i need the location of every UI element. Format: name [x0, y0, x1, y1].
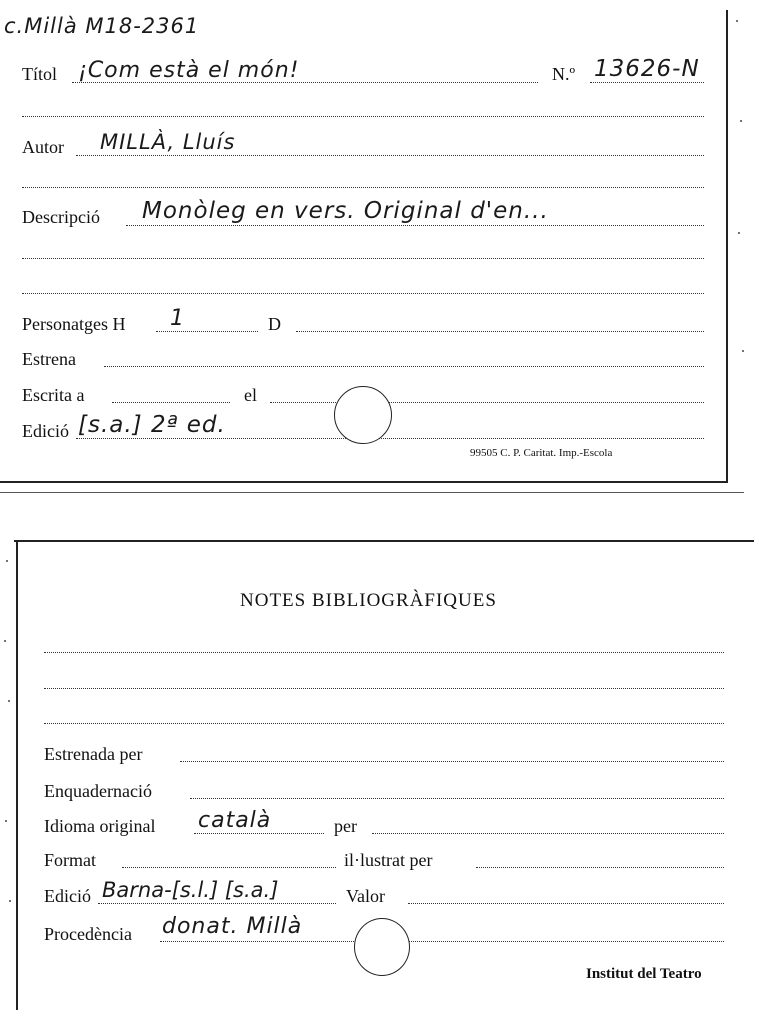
el-dotted-line	[270, 402, 704, 403]
idioma-value: català	[198, 808, 272, 833]
personatges-h-dotted-line	[156, 331, 258, 332]
numero-label: N.º	[552, 64, 576, 84]
notes-line-3	[44, 723, 724, 724]
autor-value: MILLÀ, Lluís	[100, 130, 236, 154]
top-card-bottom-border	[0, 481, 728, 483]
per-label: per	[334, 816, 357, 836]
enquadernacio-label: Enquadernació	[44, 781, 152, 801]
procedencia-value: donat. Millà	[162, 914, 303, 939]
numero-value: 13626-N	[594, 56, 700, 82]
autor-label: Autor	[22, 137, 64, 157]
escrita-label: Escrita a	[22, 385, 85, 405]
printer-note: 99505 C. P. Caritat. Imp.-Escola	[470, 447, 613, 459]
autor-dotted-line	[76, 155, 704, 156]
edicio-dotted-line	[76, 438, 704, 439]
format-dotted-line	[122, 867, 336, 868]
el-label: el	[244, 385, 257, 405]
personatges-h-label: Personatges H	[22, 314, 126, 334]
format-label: Format	[44, 850, 96, 870]
illustrat-label: il·lustrat per	[344, 850, 433, 870]
edicio-value: [s.a.] 2ª ed.	[78, 412, 226, 438]
procedencia-dotted-line	[160, 941, 724, 942]
autor-second-line	[22, 187, 704, 188]
idioma-label: Idioma original	[44, 816, 156, 836]
escrita-dotted-line	[112, 402, 230, 403]
personatges-d-dotted-line	[296, 331, 704, 332]
descripcio-third-line	[22, 293, 704, 294]
per-dotted-line	[372, 833, 724, 834]
estrenada-label: Estrenada per	[44, 744, 143, 764]
punch-hole-top	[334, 386, 392, 444]
titol-second-line	[22, 116, 704, 117]
edicio2-value: Barna-[s.l.] [s.a.]	[102, 878, 279, 902]
notes-line-1	[44, 652, 724, 653]
notes-heading: NOTES BIBLIOGRÀFIQUES	[240, 590, 497, 611]
top-card-right-border	[726, 10, 728, 482]
illustrat-dotted-line	[476, 867, 724, 868]
titol-label: Títol	[22, 64, 57, 84]
descripcio-second-line	[22, 258, 704, 259]
institution-name: Institut del Teatro	[586, 966, 702, 982]
valor-dotted-line	[408, 903, 724, 904]
estrena-dotted-line	[104, 366, 704, 367]
notes-line-2	[44, 688, 724, 689]
idioma-dotted-line	[194, 833, 324, 834]
descripcio-label: Descripció	[22, 207, 100, 227]
estrenada-dotted-line	[180, 761, 724, 762]
personatges-h-value: 1	[170, 306, 185, 331]
edicio-label: Edició	[22, 421, 69, 441]
procedencia-label: Procedència	[44, 924, 132, 944]
descripcio-dotted-line	[126, 225, 704, 226]
personatges-d-label: D	[268, 314, 281, 334]
bottom-card-top-border	[14, 540, 754, 542]
titol-value: ¡Com està el món!	[78, 58, 300, 83]
top-card-bottom-border-2	[0, 492, 744, 493]
descripcio-value: Monòleg en vers. Original d'en...	[142, 198, 549, 224]
catalog-mark: c.Millà M18-2361	[4, 14, 200, 38]
bottom-card-left-border	[16, 540, 18, 1010]
valor-label: Valor	[346, 886, 385, 906]
edicio2-dotted-line	[98, 903, 336, 904]
edicio2-label: Edició	[44, 886, 91, 906]
numero-dotted-line	[590, 82, 704, 83]
enquadernacio-dotted-line	[190, 798, 724, 799]
punch-hole-bottom	[354, 918, 410, 976]
estrena-label: Estrena	[22, 349, 76, 369]
